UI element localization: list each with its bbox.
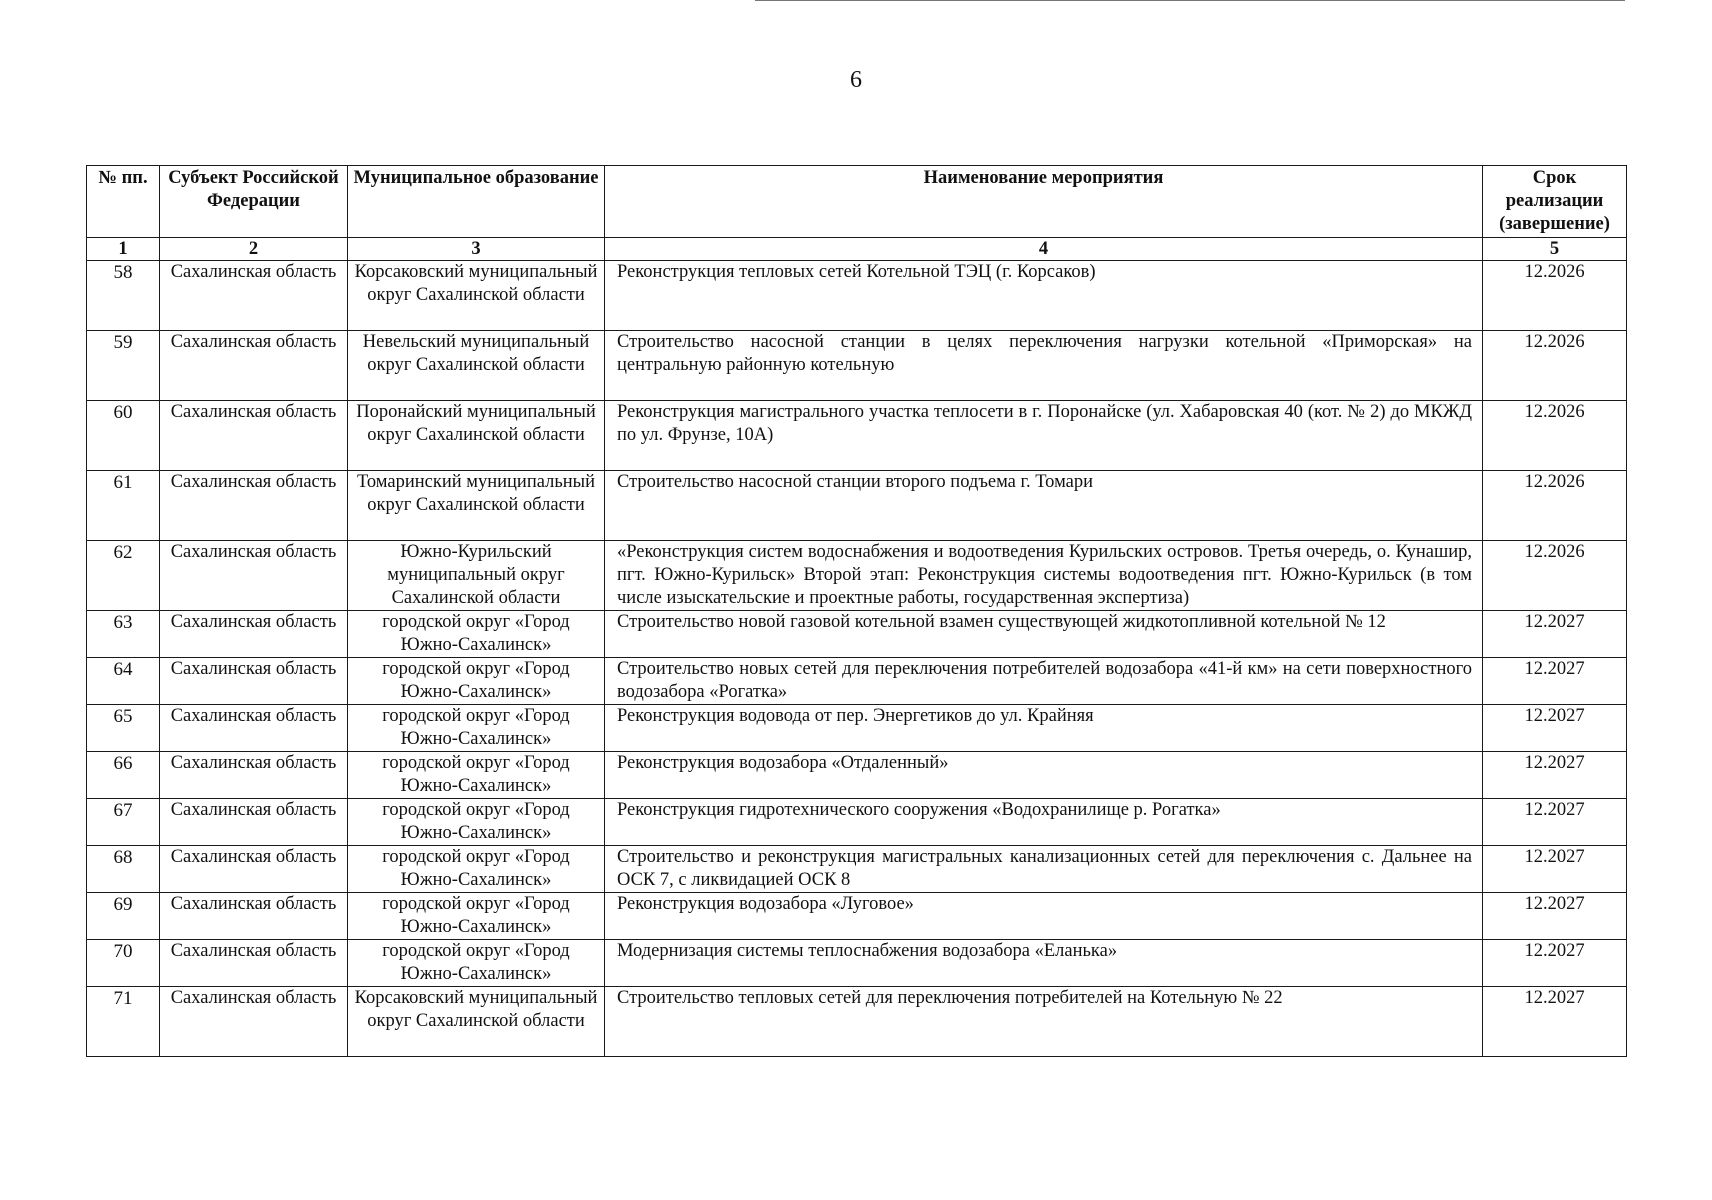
row-event: Реконструкция тепловых сетей Котельной ТЭЦ (г. Корсаков) <box>605 261 1483 331</box>
row-event: Реконструкция водозабора «Отдаленный» <box>605 752 1483 799</box>
row-number: 58 <box>87 261 160 331</box>
row-municipality: городской округ «Город Южно-Сахалинск» <box>348 611 605 658</box>
row-term: 12.2027 <box>1483 705 1627 752</box>
row-number: 59 <box>87 331 160 401</box>
row-municipality: Невельский муниципальный округ Сахалинской области <box>348 331 605 401</box>
row-term: 12.2026 <box>1483 471 1627 541</box>
table-row <box>87 261 1627 331</box>
row-subject: Сахалинская область <box>160 940 348 987</box>
column-number: 4 <box>605 238 1483 261</box>
table-row <box>87 752 1627 799</box>
row-term: 12.2027 <box>1483 799 1627 846</box>
row-event: Строительство насосной станции в целях переключения нагрузки котельной «Приморская» на центральную районную котельную <box>605 331 1483 401</box>
row-number: 61 <box>87 471 160 541</box>
table-row <box>87 331 1627 401</box>
row-subject: Сахалинская область <box>160 846 348 893</box>
row-term: 12.2026 <box>1483 541 1627 611</box>
header-municipality: Муниципальное образование <box>348 166 605 238</box>
row-term: 12.2027 <box>1483 987 1627 1057</box>
row-number: 70 <box>87 940 160 987</box>
row-number: 68 <box>87 846 160 893</box>
row-municipality: городской округ «Город Южно-Сахалинск» <box>348 705 605 752</box>
row-term: 12.2027 <box>1483 611 1627 658</box>
row-subject: Сахалинская область <box>160 987 348 1057</box>
header-subject: Субъект Российской Федерации <box>160 166 348 238</box>
column-number-row <box>87 238 1627 261</box>
row-number: 71 <box>87 987 160 1057</box>
row-subject: Сахалинская область <box>160 261 348 331</box>
row-number: 66 <box>87 752 160 799</box>
row-subject: Сахалинская область <box>160 331 348 401</box>
row-event: Строительство и реконструкция магистральных канализационных сетей для переключения с. Дальнее на ОСК 7, с ликвидацией ОСК 8 <box>605 846 1483 893</box>
row-municipality: городской округ «Город Южно-Сахалинск» <box>348 893 605 940</box>
row-subject: Сахалинская область <box>160 799 348 846</box>
row-event: Строительство новой газовой котельной взамен существующей жидкотопливной котельной № 12 <box>605 611 1483 658</box>
row-term: 12.2026 <box>1483 331 1627 401</box>
page-number: 6 <box>850 67 862 93</box>
row-number: 63 <box>87 611 160 658</box>
top-rule <box>755 0 1625 1</box>
table-row <box>87 541 1627 611</box>
column-number: 2 <box>160 238 348 261</box>
table-row <box>87 658 1627 705</box>
row-municipality: городской округ «Город Южно-Сахалинск» <box>348 799 605 846</box>
row-subject: Сахалинская область <box>160 658 348 705</box>
table-row <box>87 471 1627 541</box>
row-number: 60 <box>87 401 160 471</box>
row-term: 12.2026 <box>1483 401 1627 471</box>
row-number: 69 <box>87 893 160 940</box>
row-municipality: Поронайский муниципальный округ Сахалинской области <box>348 401 605 471</box>
row-municipality: городской округ «Город Южно-Сахалинск» <box>348 658 605 705</box>
table-row <box>87 401 1627 471</box>
row-municipality: Корсаковский муниципальный округ Сахалинской области <box>348 261 605 331</box>
row-event: Реконструкция водовода от пер. Энергетиков до ул. Крайняя <box>605 705 1483 752</box>
row-municipality: городской округ «Город Южно-Сахалинск» <box>348 846 605 893</box>
row-subject: Сахалинская область <box>160 893 348 940</box>
column-number: 5 <box>1483 238 1627 261</box>
row-number: 62 <box>87 541 160 611</box>
header-event: Наименование мероприятия <box>605 166 1483 238</box>
row-municipality: городской округ «Город Южно-Сахалинск» <box>348 752 605 799</box>
row-subject: Сахалинская область <box>160 471 348 541</box>
column-number: 1 <box>87 238 160 261</box>
table-row <box>87 705 1627 752</box>
row-event: Строительство насосной станции второго подъема г. Томари <box>605 471 1483 541</box>
row-event: Строительство тепловых сетей для переключения потребителей на Котельную № 22 <box>605 987 1483 1057</box>
table-header-row <box>87 166 1627 238</box>
row-subject: Сахалинская область <box>160 541 348 611</box>
row-event: Строительство новых сетей для переключения потребителей водозабора «41-й км» на сети поверхностного водозабора «Рогатка» <box>605 658 1483 705</box>
row-event: Реконструкция водозабора «Луговое» <box>605 893 1483 940</box>
row-subject: Сахалинская область <box>160 611 348 658</box>
row-term: 12.2027 <box>1483 846 1627 893</box>
events-table <box>86 165 1627 1057</box>
table-row <box>87 940 1627 987</box>
row-number: 65 <box>87 705 160 752</box>
row-event: Реконструкция гидротехнического сооружения «Водохранилище р. Рогатка» <box>605 799 1483 846</box>
header-term: Срок реализации (завершение) <box>1483 166 1627 238</box>
row-number: 64 <box>87 658 160 705</box>
column-number: 3 <box>348 238 605 261</box>
row-municipality: Томаринский муниципальный округ Сахалинской области <box>348 471 605 541</box>
row-event: Реконструкция магистрального участка теплосети в г. Поронайске (ул. Хабаровская 40 (кот. № 2) до МКЖД по ул. Фрунзе, 10А) <box>605 401 1483 471</box>
row-number: 67 <box>87 799 160 846</box>
row-subject: Сахалинская область <box>160 705 348 752</box>
header-number: № пп. <box>87 166 160 238</box>
table-row <box>87 799 1627 846</box>
row-event: Модернизация системы теплоснабжения водозабора «Еланька» <box>605 940 1483 987</box>
row-subject: Сахалинская область <box>160 401 348 471</box>
table-row <box>87 893 1627 940</box>
table-row <box>87 846 1627 893</box>
row-subject: Сахалинская область <box>160 752 348 799</box>
row-municipality: Корсаковский муниципальный округ Сахалинской области <box>348 987 605 1057</box>
row-term: 12.2027 <box>1483 893 1627 940</box>
row-term: 12.2027 <box>1483 752 1627 799</box>
row-term: 12.2026 <box>1483 261 1627 331</box>
row-municipality: Южно-Курильский муниципальный округ Сахалинской области <box>348 541 605 611</box>
row-municipality: городской округ «Город Южно-Сахалинск» <box>348 940 605 987</box>
row-term: 12.2027 <box>1483 940 1627 987</box>
row-event: «Реконструкция систем водоснабжения и водоотведения Курильских островов. Третья очередь, о. Кунашир, пгт. Южно-Курильск» Второй этап: Реконструкция системы водоотведения пгт. Южно-Курильск (в том числе изыскательские и проектные работы, государственная экспертиза) <box>605 541 1483 611</box>
row-term: 12.2027 <box>1483 658 1627 705</box>
table-row <box>87 611 1627 658</box>
table-row <box>87 987 1627 1057</box>
